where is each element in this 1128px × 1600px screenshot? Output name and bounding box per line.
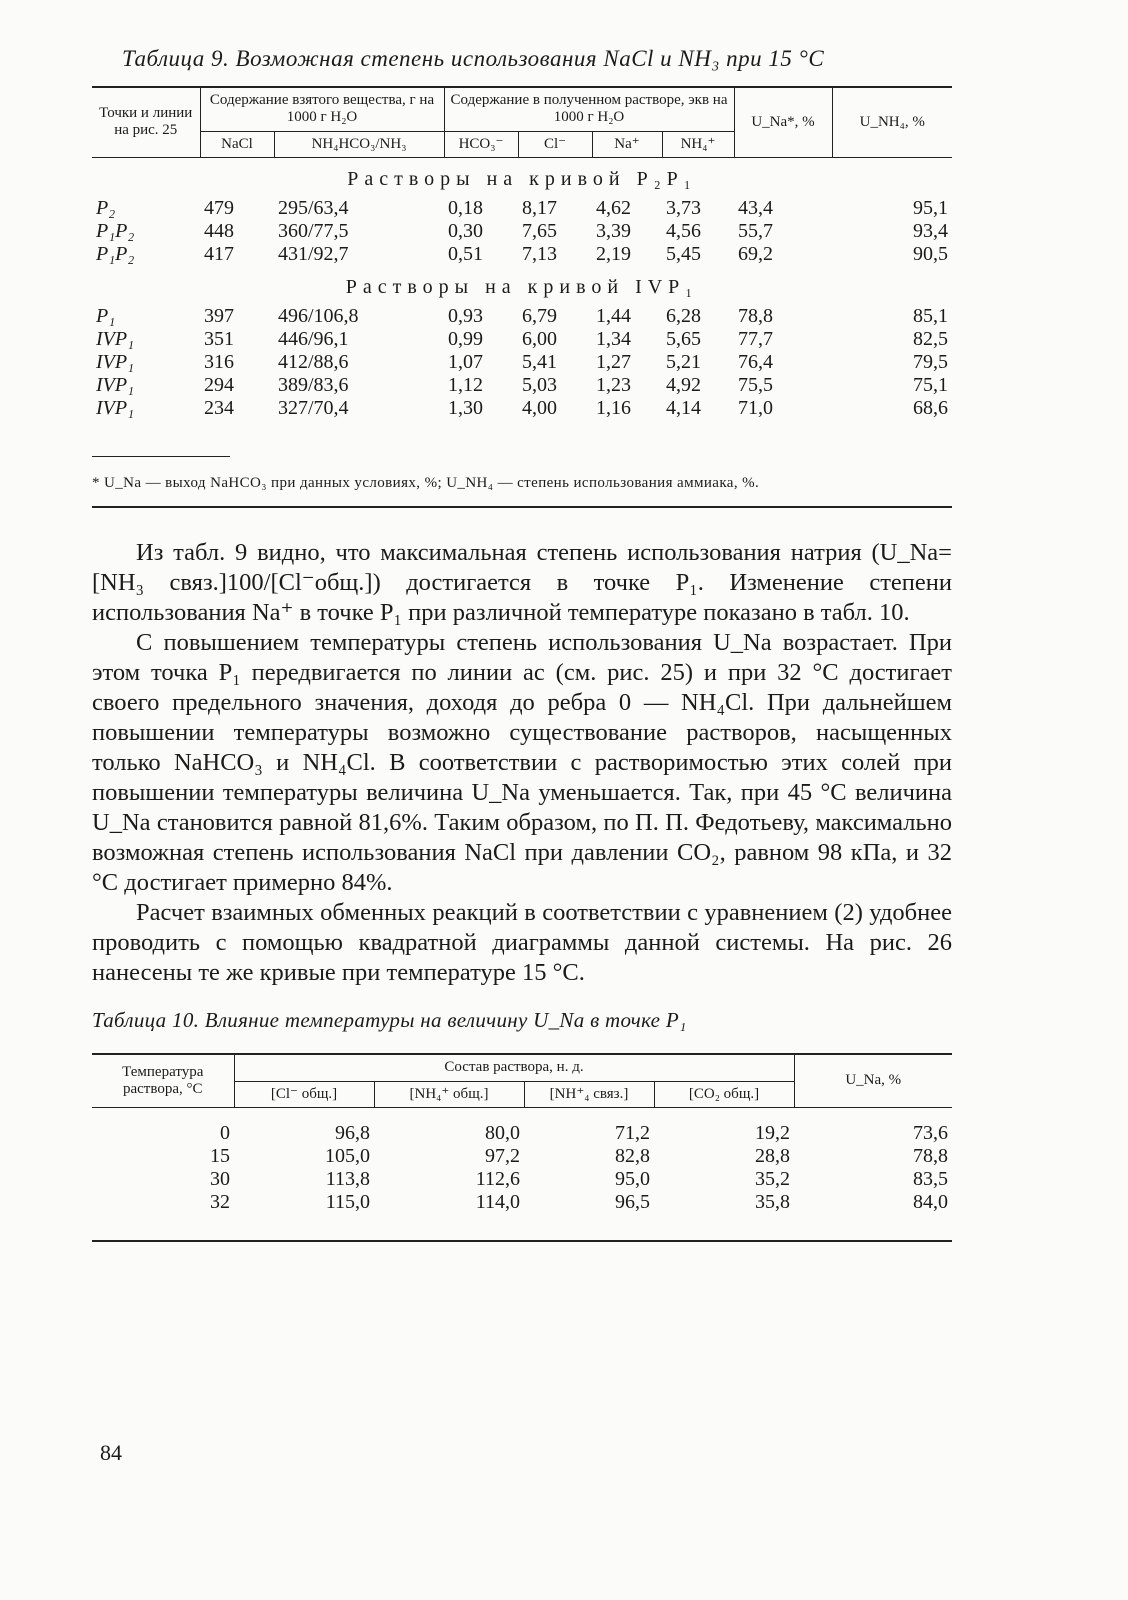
table-cell: 351: [204, 327, 234, 350]
table-cell: 431/92,7: [278, 242, 349, 265]
table9-rows-p2p1: [92, 197, 952, 266]
table-row: [92, 1191, 952, 1214]
table-cell: 0,18: [448, 196, 483, 219]
table-cell: P₂: [96, 196, 116, 219]
table-cell: 1,23: [596, 373, 631, 396]
table-cell: 5,03: [522, 373, 557, 396]
table-cell: 4,56: [666, 219, 701, 242]
table9-header-cl: Cl⁻: [518, 131, 592, 157]
table-cell: 71,2: [615, 1121, 650, 1144]
table-cell: 113,8: [325, 1167, 370, 1190]
table9-body: [92, 158, 952, 197]
table-cell: 389/83,6: [278, 373, 349, 396]
table-cell: 97,2: [485, 1144, 520, 1167]
table10-header-nh4-bound: [NH⁺₄ связ.]: [524, 1081, 654, 1107]
table-cell: 82,8: [615, 1144, 650, 1167]
table9-header-nh4: NH₄⁺: [662, 131, 734, 157]
table-cell: 412/88,6: [278, 350, 349, 373]
table-cell: P₁: [96, 304, 116, 327]
table-cell: 75,1: [913, 373, 948, 396]
table9-header-una: U_Na*, %: [734, 88, 832, 157]
table-cell: 6,79: [522, 304, 557, 327]
table-cell: IVP₁: [96, 327, 135, 350]
table-cell: 55,7: [738, 219, 773, 242]
table-cell: 1,16: [596, 396, 631, 419]
table-cell: 5,45: [666, 242, 701, 265]
table-cell: 15: [210, 1144, 230, 1167]
table-cell: 71,0: [738, 396, 773, 419]
table9-footnote: * U_Na — выход NaHCO₃ при данных условиях, %; U_NH₄ — степень использования аммиака, %.: [92, 474, 760, 491]
table-cell: 35,8: [755, 1190, 790, 1213]
table-cell: 5,41: [522, 350, 557, 373]
table-cell: 479: [204, 196, 234, 219]
table-row: [92, 328, 952, 351]
table-cell: 77,7: [738, 327, 773, 350]
table-cell: 35,2: [755, 1167, 790, 1190]
table-cell: 1,30: [448, 396, 483, 419]
table9-section-p2p1: Растворы на кривой P₂P₁: [347, 167, 697, 190]
table-cell: 30: [210, 1167, 230, 1190]
table-cell: 0,99: [448, 327, 483, 350]
table-cell: 1,27: [596, 350, 631, 373]
table-cell: 6,00: [522, 327, 557, 350]
table9-bottom-rule: [92, 506, 952, 508]
table-cell: 1,44: [596, 304, 631, 327]
table-cell: 4,62: [596, 196, 631, 219]
table-row: [92, 1122, 952, 1145]
table-cell: 3,39: [596, 219, 631, 242]
table-cell: 73,6: [913, 1121, 948, 1144]
table-cell: 7,13: [522, 242, 557, 265]
table-cell: 105,0: [325, 1144, 370, 1167]
body-text: [92, 538, 952, 988]
table10-header: [92, 1055, 952, 1122]
table9-header-received: Содержание в полученном растворе, экв на 1000 г H₂O: [444, 88, 734, 131]
table-cell: 295/63,4: [278, 196, 349, 219]
table-cell: 4,92: [666, 373, 701, 396]
book-page: [92, 0, 952, 1242]
table-cell: 1,12: [448, 373, 483, 396]
table-cell: 28,8: [755, 1144, 790, 1167]
table9-caption: Таблица 9. Возможная степень использования NaCl и NH₃ при 15 °С: [122, 46, 825, 71]
table-cell: 69,2: [738, 242, 773, 265]
table-cell: 4,14: [666, 396, 701, 419]
table-row: [92, 374, 952, 397]
table9-header-nh: NH₄HCO₃/NH₃: [274, 131, 444, 157]
table-cell: 96,5: [615, 1190, 650, 1213]
table-cell: 80,0: [485, 1121, 520, 1144]
table-cell: 112,6: [475, 1167, 520, 1190]
table10-header-nh4-total: [NH₄⁺ общ.]: [374, 1081, 524, 1107]
paragraph: Расчет взаимных обменных реакций в соответствии с уравнением (2) удобнее проводить с помощью квадратной диаграммы данной системы. На рис. 26 нанесены те же кривые при температуре 15 °С.: [92, 899, 952, 987]
table-cell: 496/106,8: [278, 304, 359, 327]
table10-body: [92, 1122, 952, 1214]
table-cell: IVP₁: [96, 350, 135, 373]
table-cell: IVP₁: [96, 373, 135, 396]
table9-rows-ivp1: [92, 305, 952, 420]
table-cell: 8,17: [522, 196, 557, 219]
table9-header-points: Точки и линии на рис. 25: [99, 105, 193, 139]
table-cell: 0,93: [448, 304, 483, 327]
table-cell: 3,73: [666, 196, 701, 219]
table-cell: 327/70,4: [278, 396, 349, 419]
table-cell: 90,5: [913, 242, 948, 265]
table-cell: 114,0: [475, 1190, 520, 1213]
table-row: [92, 243, 952, 266]
table-cell: IVP₁: [96, 396, 135, 419]
table-row: [92, 397, 952, 420]
table-cell: 5,65: [666, 327, 701, 350]
table-cell: P₁P₂: [96, 219, 135, 242]
paragraph: Из табл. 9 видно, что максимальная степень использования натрия (U_Na=[NH₃ связ.]100/[Cl⁻общ.]) достигается в точке P₁. Изменение степени использования Na⁺ в точке P₁ при различной температуре показано в табл. 10.: [92, 539, 952, 627]
table-cell: 82,5: [913, 327, 948, 350]
paragraph: С повышением температуры степень использования U_Na возрастает. При этом точка P₁ передвигается по линии ac (см. рис. 25) и при 32 °С достигает своего предельного значения, доходя до ребра 0 — NH₄Cl. При дальнейшем повышении температуры возможно существование растворов, насыщенных только NaHCO₃ и NH₄Cl. В соответствии с растворимостью этих солей при повышении температуры величина U_Na уменьшается. Так, при 45 °С величина U_Na становится равной 81,6%. Таким образом, по П. П. Федотьеву, максимально возможная степень использования NaCl при давлении CO₂, равном 98 кПа, и 32 °С достигает примерно 84%.: [92, 629, 952, 897]
table-row: [92, 220, 952, 243]
table9-header: [92, 88, 952, 158]
table9-header-na: Na⁺: [592, 131, 662, 157]
table9-header-hco3: HCO₃⁻: [444, 131, 518, 157]
table-cell: 7,65: [522, 219, 557, 242]
table9: [92, 88, 952, 434]
table-cell: 78,8: [738, 304, 773, 327]
table-cell: P₁P₂: [96, 242, 135, 265]
table10: [92, 1055, 952, 1240]
table10-header-cl: [Cl⁻ общ.]: [234, 1081, 374, 1107]
table-row: [92, 305, 952, 328]
table-cell: 83,5: [913, 1167, 948, 1190]
table-cell: 1,07: [448, 350, 483, 373]
table-cell: 0: [220, 1121, 230, 1144]
table10-caption: Таблица 10. Влияние температуры на величину U_Na в точке P₁: [92, 1008, 687, 1033]
table10-header-temp: Температура раствора, °С: [122, 1063, 204, 1097]
table-cell: 84,0: [913, 1190, 948, 1213]
table-cell: 0,30: [448, 219, 483, 242]
table-cell: 417: [204, 242, 234, 265]
table-cell: 85,1: [913, 304, 948, 327]
table-cell: 2,19: [596, 242, 631, 265]
table-row: [92, 1145, 952, 1168]
table-cell: 79,5: [913, 350, 948, 373]
table-cell: 78,8: [913, 1144, 948, 1167]
table-cell: 93,4: [913, 219, 948, 242]
table-cell: 95,1: [913, 196, 948, 219]
page-number: 84: [100, 1440, 122, 1465]
table-cell: 448: [204, 219, 234, 242]
table-cell: 5,21: [666, 350, 701, 373]
table-cell: 95,0: [615, 1167, 650, 1190]
table10-header-una: U_Na, %: [794, 1055, 952, 1107]
table-cell: 234: [204, 396, 234, 419]
table-cell: 32: [210, 1190, 230, 1213]
table9-header-taken: Содержание взятого вещества, г на 1000 г H₂O: [200, 88, 444, 131]
table-cell: 96,8: [335, 1121, 370, 1144]
table-cell: 43,4: [738, 196, 773, 219]
table9-header-unh4: U_NH₄, %: [832, 88, 952, 157]
table9-section-ivp1: Растворы на кривой IVP₁: [345, 275, 699, 298]
table-cell: 397: [204, 304, 234, 327]
table-cell: 76,4: [738, 350, 773, 373]
table10-header-co2: [CO₂ общ.]: [654, 1081, 794, 1107]
table-cell: 19,2: [755, 1121, 790, 1144]
table-cell: 294: [204, 373, 234, 396]
table-cell: 115,0: [325, 1190, 370, 1213]
table-cell: 4,00: [522, 396, 557, 419]
table-cell: 68,6: [913, 396, 948, 419]
table-cell: 316: [204, 350, 234, 373]
footnote-rule: [92, 456, 230, 457]
table-cell: 75,5: [738, 373, 773, 396]
table-row: [92, 197, 952, 220]
table-row: [92, 351, 952, 374]
table-cell: 6,28: [666, 304, 701, 327]
table-cell: 360/77,5: [278, 219, 349, 242]
table-row: [92, 1168, 952, 1191]
table-cell: 1,34: [596, 327, 631, 350]
table9-header-nacl: NaCl: [200, 131, 274, 157]
table-cell: 446/96,1: [278, 327, 349, 350]
table10-header-composition: Состав раствора, н. д.: [234, 1055, 794, 1081]
table10-bottom-rule: [92, 1240, 952, 1242]
table-cell: 0,51: [448, 242, 483, 265]
